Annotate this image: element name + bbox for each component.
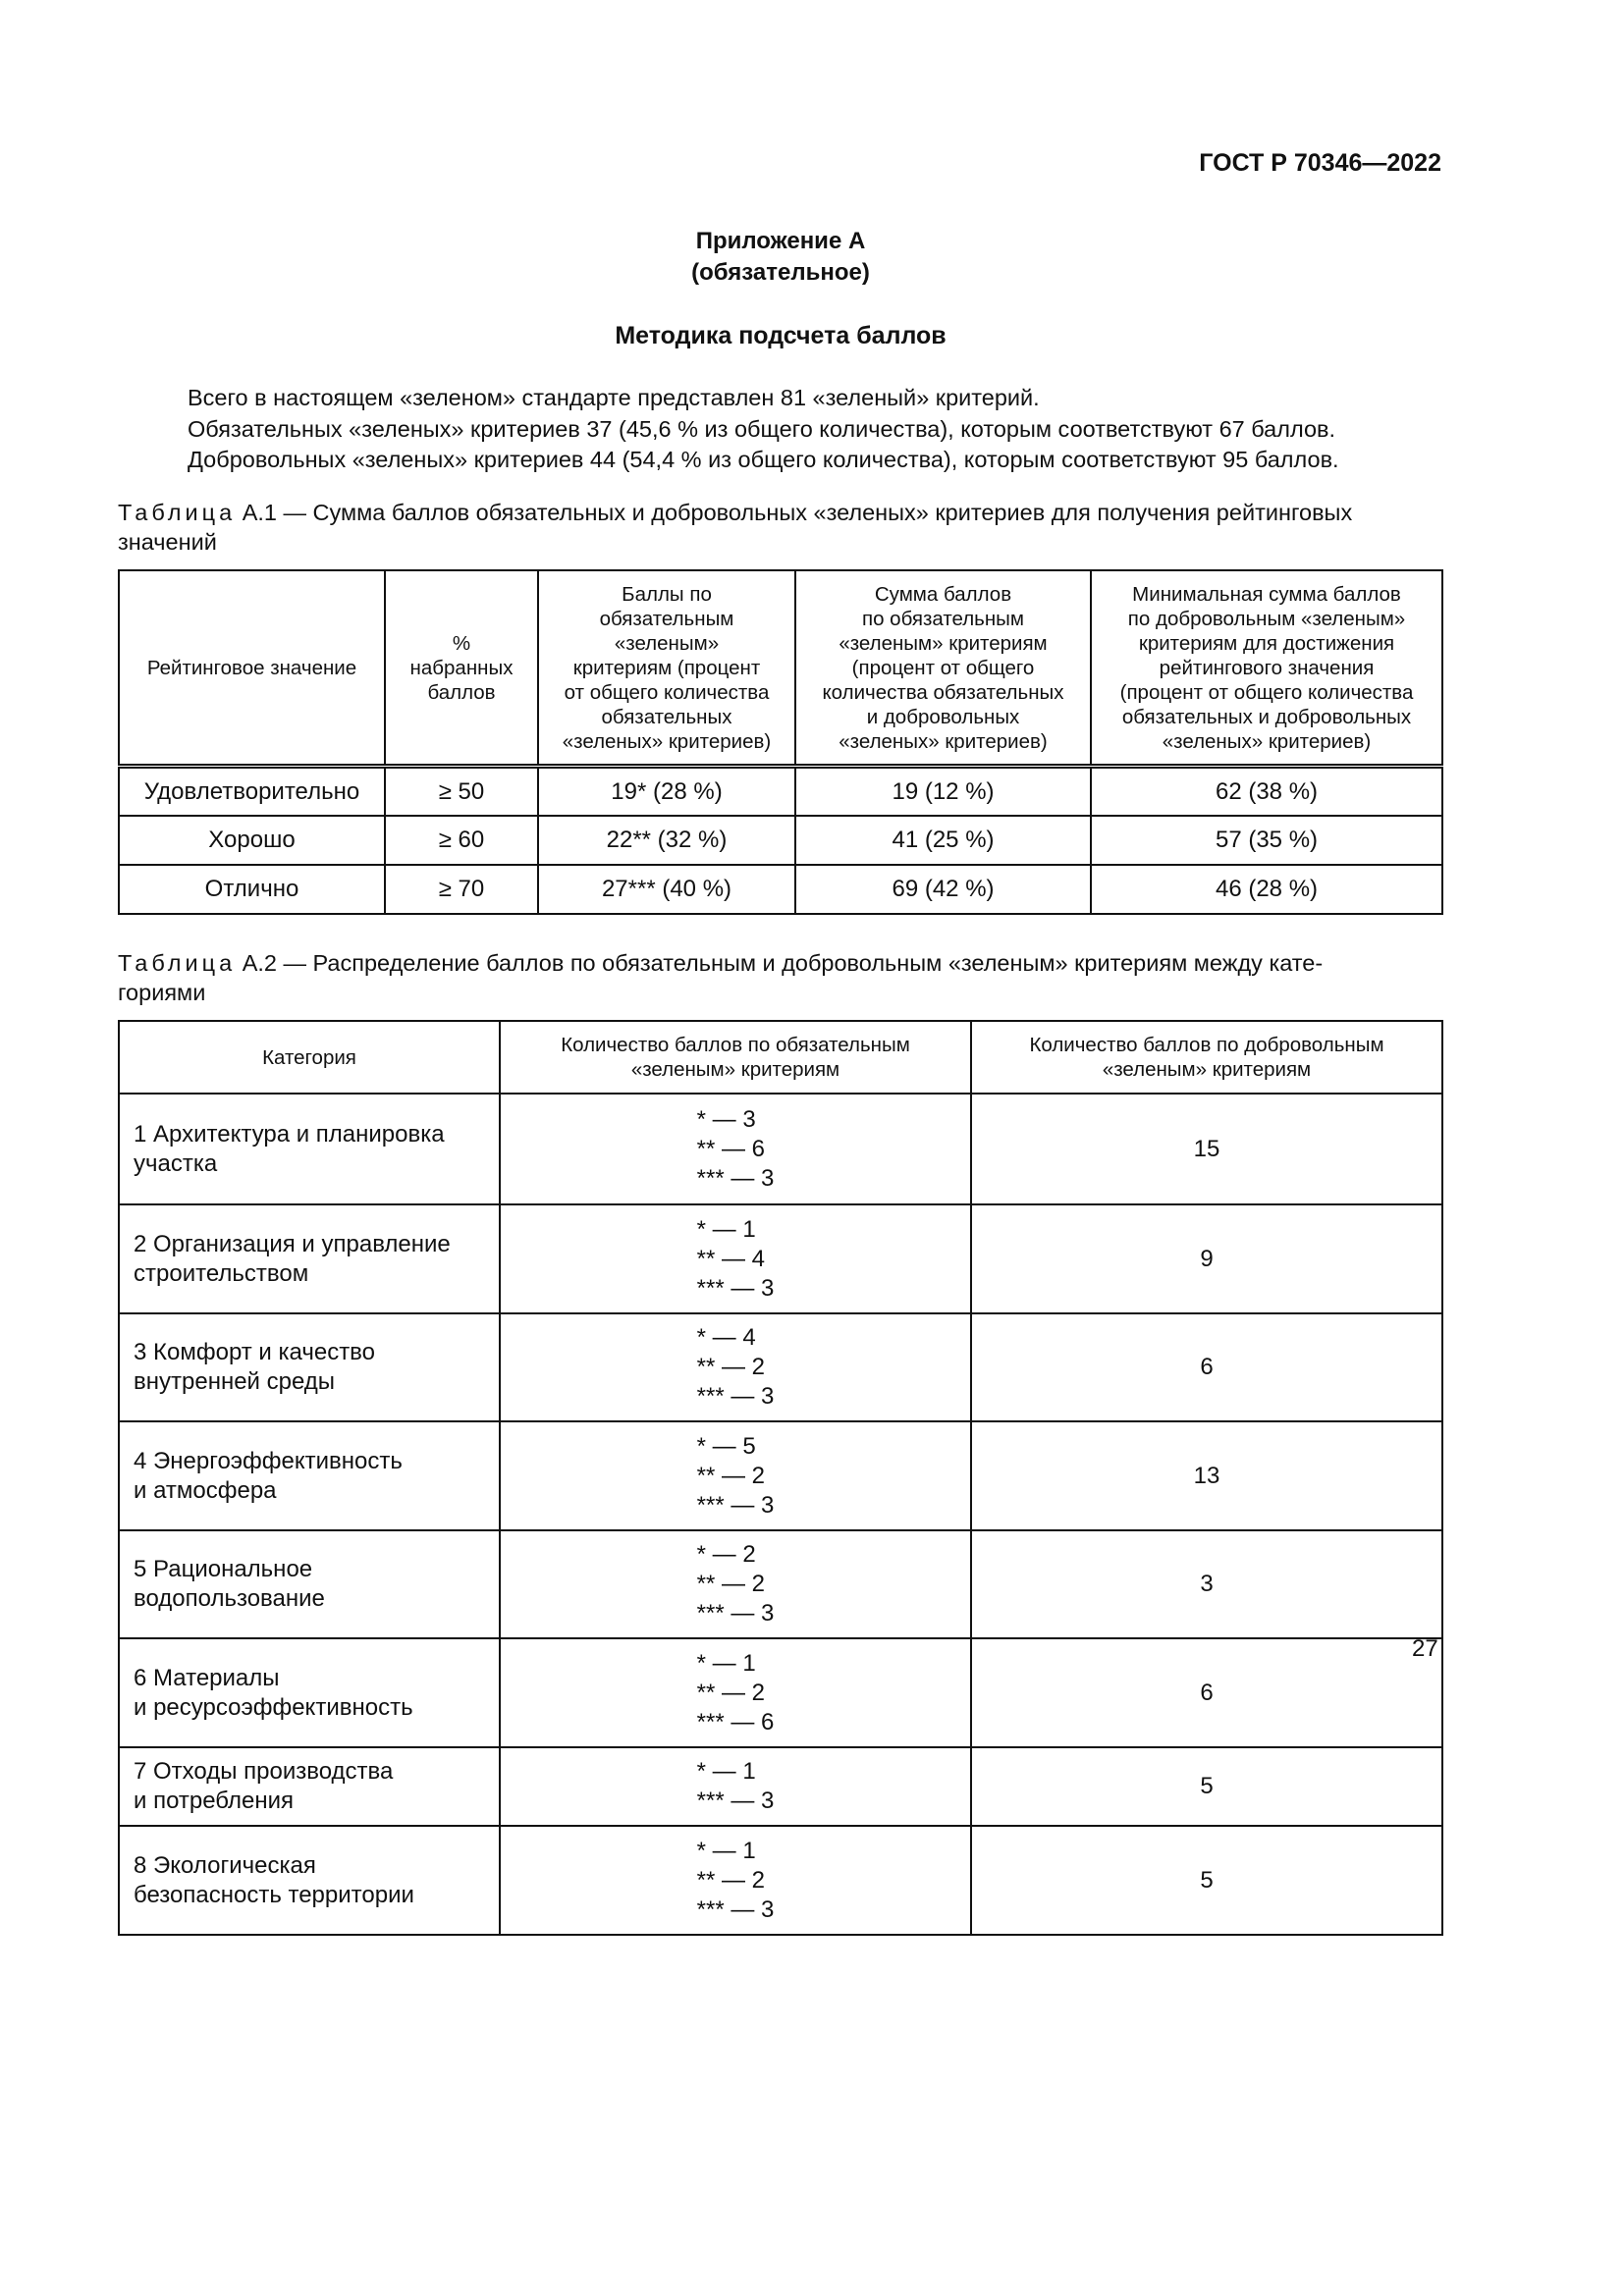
cell-line: критериям (процент [572, 656, 761, 679]
cell-line: *** — 3 [696, 1383, 775, 1410]
cell-line: 6 Материалы [134, 1664, 280, 1691]
section-title: Методика подсчета баллов [615, 322, 947, 349]
category-cell [119, 1421, 500, 1530]
mandatory-points-cell [500, 1638, 971, 1747]
page-number: 27 [1412, 1635, 1438, 1662]
table-cell: Хорошо [119, 816, 385, 865]
table-cell: Удовлетворительно [119, 767, 385, 817]
table-row [119, 1826, 1442, 1935]
cell-line: ** — 2 [696, 1679, 766, 1706]
voluntary-points-cell: 5 [971, 1747, 1442, 1826]
table-cell: 41 (25 %) [795, 816, 1091, 865]
table-row [119, 1638, 1442, 1747]
cell-line: и атмосфера [134, 1476, 277, 1504]
category-cell [119, 1204, 500, 1313]
cell-line: % [452, 631, 471, 655]
header-cell [971, 1021, 1442, 1094]
mandatory-points-list [697, 1540, 775, 1629]
cell-line: * — 5 [696, 1432, 756, 1460]
cell-line: по добровольным «зеленым» [1127, 607, 1406, 630]
table-row [119, 1747, 1442, 1826]
table-cell: 22** (32 %) [538, 816, 795, 865]
cell-line: Категория [262, 1045, 356, 1069]
paragraph: Всего в настоящем «зеленом» стандарте представлен 81 «зеленый» критерий. [188, 385, 1040, 410]
cell-line: безопасность территории [134, 1881, 414, 1908]
mandatory-points-cell [500, 1530, 971, 1638]
caption-label: Таблица [118, 950, 237, 976]
table-a2 [118, 1020, 1443, 1936]
cell-line: *** — 3 [696, 1164, 775, 1192]
mandatory-points-list [697, 1323, 775, 1412]
cell-line: «зеленым» критериям [1102, 1058, 1312, 1081]
table-cell: 46 (28 %) [1091, 865, 1442, 914]
cell-line: (процент от общего количества [1119, 680, 1414, 704]
cell-line: количества обязательных [822, 680, 1064, 704]
cell-line: ** — 2 [696, 1866, 766, 1894]
voluntary-points-cell: 15 [971, 1094, 1442, 1204]
mandatory-points-cell [500, 1313, 971, 1421]
cell-line: Минимальная сумма баллов [1132, 582, 1401, 606]
caption-text: гориями [118, 980, 206, 1005]
table-cell: Отлично [119, 865, 385, 914]
mandatory-points-cell [500, 1747, 971, 1826]
voluntary-points-cell: 6 [971, 1638, 1442, 1747]
cell-line: от общего количества [564, 680, 770, 704]
caption-text: А.1 — Сумма баллов обязательных и добровольных «зеленых» критериев для получения рейтинговых [242, 500, 1353, 525]
mandatory-points-cell [500, 1421, 971, 1530]
cell-line: участка [134, 1149, 218, 1177]
annex-title: Приложение А [695, 228, 866, 254]
table-cell: 57 (35 %) [1091, 816, 1442, 865]
cell-line: и ресурсоэффективность [134, 1693, 413, 1721]
category-cell [119, 1530, 500, 1638]
table-cell: 19* (28 %) [538, 767, 795, 817]
cell-line: обязательных и добровольных [1121, 705, 1412, 728]
cell-line: ** — 4 [696, 1245, 766, 1272]
table-row [119, 1094, 1442, 1204]
table-row [119, 1530, 1442, 1638]
cell-line: * — 3 [696, 1105, 756, 1133]
cell-line: 3 Комфорт и качество [134, 1339, 376, 1365]
table-row [119, 767, 1442, 817]
caption-label: Таблица [118, 500, 237, 525]
cell-line: * — 1 [696, 1758, 756, 1785]
category-cell [119, 1747, 500, 1826]
cell-line: и потребления [134, 1788, 294, 1814]
mandatory-points-cell [500, 1826, 971, 1935]
cell-line: обязательных [601, 705, 732, 728]
cell-line: критериям для достижения [1138, 631, 1395, 655]
voluntary-points-cell: 5 [971, 1826, 1442, 1935]
voluntary-points-cell: 13 [971, 1421, 1442, 1530]
table-cell: ≥ 60 [385, 816, 538, 865]
cell-line: Баллы по [622, 582, 712, 606]
cell-line: рейтингового значения [1159, 656, 1375, 679]
cell-line: * — 2 [696, 1541, 756, 1568]
cell-line: 2 Организация и управление [134, 1230, 451, 1257]
cell-line: ** — 6 [696, 1135, 766, 1162]
annex-type: (обязательное) [691, 259, 870, 286]
cell-line: водопользование [134, 1585, 325, 1612]
mandatory-points-list [697, 1105, 775, 1194]
cell-line: *** — 3 [696, 1600, 775, 1627]
voluntary-points-cell: 9 [971, 1204, 1442, 1313]
table2-caption [118, 948, 1443, 1007]
cell-line: «зеленым» критериям [839, 631, 1048, 655]
cell-line: «зеленым» критериям [630, 1058, 840, 1081]
cell-line: ** — 2 [696, 1571, 766, 1597]
cell-line: обязательным [599, 607, 734, 630]
header-cell [119, 1021, 500, 1094]
cell-line: 7 Отходы производства [134, 1758, 394, 1785]
cell-line: баллов [427, 680, 496, 704]
header-cell [385, 570, 538, 767]
voluntary-points-cell: 3 [971, 1530, 1442, 1638]
mandatory-points-list [697, 1649, 775, 1737]
table-cell: 27*** (40 %) [538, 865, 795, 914]
table-a1 [118, 569, 1443, 915]
table-row [119, 1421, 1442, 1530]
table-row [119, 1313, 1442, 1421]
cell-line: 5 Рациональное [134, 1556, 313, 1582]
mandatory-points-list [697, 1837, 775, 1925]
header-cell [538, 570, 795, 767]
cell-line: 8 Экологическая [134, 1851, 316, 1879]
cell-line: (процент от общего [851, 656, 1035, 679]
cell-line: по обязательным [861, 607, 1024, 630]
mandatory-points-list [697, 1432, 775, 1521]
cell-line: * — 1 [696, 1215, 756, 1243]
cell-line: ** — 2 [696, 1462, 766, 1489]
cell-line: «зеленых» критериев) [562, 729, 772, 753]
cell-line: *** — 3 [696, 1788, 775, 1814]
cell-line: «зеленым» [614, 631, 720, 655]
table-header-row [119, 1021, 1442, 1094]
cell-line: *** — 3 [696, 1274, 775, 1302]
table-row [119, 1204, 1442, 1313]
header-cell [119, 570, 385, 767]
mandatory-points-cell [500, 1094, 971, 1204]
category-cell [119, 1313, 500, 1421]
category-cell [119, 1826, 500, 1935]
table-cell: ≥ 70 [385, 865, 538, 914]
table-row [119, 816, 1442, 865]
mandatory-points-list [697, 1757, 775, 1816]
cell-line: ** — 2 [696, 1354, 766, 1380]
cell-line: Рейтинговое значение [146, 656, 357, 679]
voluntary-points-cell: 6 [971, 1313, 1442, 1421]
table1-caption [118, 498, 1443, 557]
cell-line: Сумма баллов [874, 582, 1012, 606]
caption-text: значений [118, 529, 217, 555]
cell-line: 4 Энергоэффективность [134, 1447, 403, 1474]
cell-line: «зеленых» критериев) [839, 729, 1048, 753]
cell-line: *** — 6 [696, 1708, 775, 1735]
mandatory-points-cell [500, 1204, 971, 1313]
cell-line: *** — 3 [696, 1896, 775, 1923]
header-cell [795, 570, 1091, 767]
cell-line: * — 4 [696, 1324, 756, 1351]
table-cell: 62 (38 %) [1091, 767, 1442, 817]
cell-line: «зеленых» критериев) [1162, 729, 1372, 753]
paragraph: Обязательных «зеленых» критериев 37 (45,6 % из общего количества), которым соответствуют 67 баллов. [188, 416, 1336, 442]
cell-line: Количество баллов по обязательным [561, 1034, 910, 1056]
cell-line: *** — 3 [696, 1491, 775, 1519]
table-row [119, 865, 1442, 914]
cell-line: * — 1 [696, 1837, 756, 1864]
header-cell [500, 1021, 971, 1094]
header-cell [1091, 570, 1442, 767]
category-cell [119, 1638, 500, 1747]
mandatory-points-list [697, 1215, 775, 1304]
table-cell: 19 (12 %) [795, 767, 1091, 817]
category-cell [119, 1094, 500, 1204]
table-cell: 69 (42 %) [795, 865, 1091, 914]
table-header-row [119, 570, 1442, 767]
cell-line: Количество баллов по добровольным [1029, 1034, 1384, 1056]
cell-line: строительством [134, 1259, 309, 1287]
document-code: ГОСТ Р 70346—2022 [1199, 149, 1441, 177]
cell-line: набранных [409, 656, 514, 679]
cell-line: внутренней среды [134, 1368, 336, 1395]
cell-line: * — 1 [696, 1649, 756, 1677]
table-cell: ≥ 50 [385, 767, 538, 817]
cell-line: 1 Архитектура и планировка [134, 1120, 445, 1148]
cell-line: и добровольных [866, 705, 1020, 728]
caption-text: А.2 — Распределение баллов по обязательным и добровольным «зеленым» критериям между кате- [242, 950, 1324, 976]
paragraph: Добровольных «зеленых» критериев 44 (54,4 % из общего количества), которым соответствуют 95 баллов. [188, 447, 1339, 472]
